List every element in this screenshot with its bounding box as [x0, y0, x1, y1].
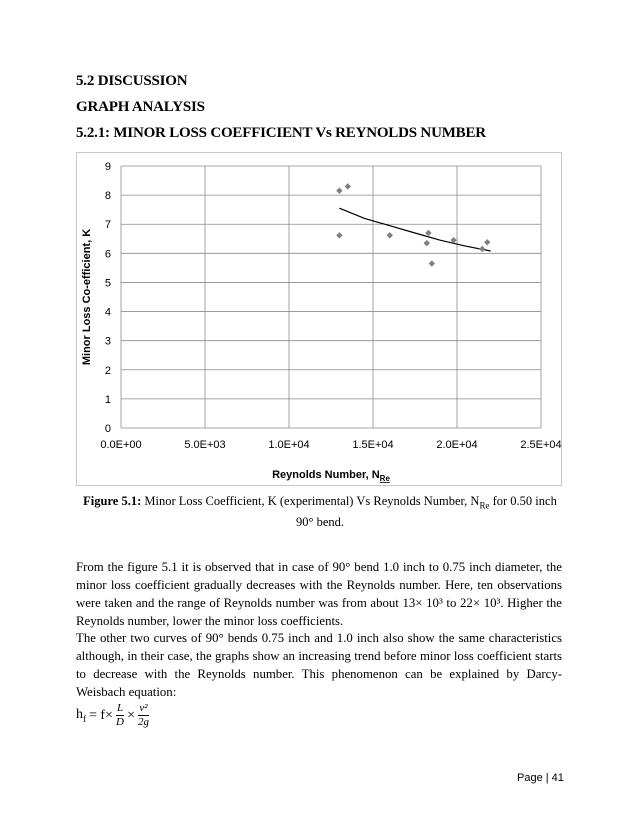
data-point [424, 240, 430, 246]
y-axis-label: Minor Loss Co-efficient, K [81, 228, 93, 366]
data-point [425, 230, 431, 236]
eq-lhs: $h_f$ [76, 707, 86, 724]
x-tick-label: 1.0E+04 [268, 439, 310, 451]
data-point [484, 239, 490, 245]
y-tick-label: 2 [104, 364, 111, 377]
figure-caption [80, 493, 560, 530]
caption-text: Minor Loss Coefficient, K (experimental) Vs Reynolds Number, N [141, 494, 480, 508]
caption-sub: Re [479, 500, 490, 511]
y-tick-label: 5 [104, 277, 111, 290]
x-tick-label: 5.0E+03 [184, 439, 226, 451]
y-tick-label: 4 [104, 306, 111, 319]
data-point [387, 232, 393, 238]
y-tick-label: 6 [104, 248, 111, 261]
x-axis-label-subscript: Re [379, 474, 390, 483]
paragraph-1: From the figure 5.1 it is observed that in case of 90° bend 1.0 inch to 0.75 inch diameter, the minor loss coefficient gradually decreases with the Reynolds number. Here, ten observations were taken and the range of Reynolds number was from about 13× 10³ to 22× 10³. Higher the Reynolds number, lower the minor loss coefficients. [76, 560, 562, 628]
scatter-chart [76, 152, 562, 486]
x-tick-label: 2.5E+04 [520, 439, 562, 451]
x-tick-label: 1.5E+04 [352, 439, 394, 451]
darcy-weisbach-equation [76, 702, 149, 729]
y-tick-label: 9 [104, 161, 111, 173]
caption-text-2: for 0.50 inch 90° bend. [295, 494, 557, 529]
x-tick-label: 2.0E+04 [436, 439, 478, 451]
eq-times: × [127, 707, 135, 723]
data-point [479, 246, 485, 252]
y-tick-label: 3 [104, 335, 111, 348]
x-tick-label: 0.0E+00 [100, 439, 142, 451]
y-tick-label: 0 [104, 423, 111, 435]
y-tick-label: 7 [104, 219, 111, 232]
page-number: Page | 41 [517, 772, 564, 784]
subsubsection-heading: 5.2.1: MINOR LOSS COEFFICIENT Vs REYNOLDS NUMBER [76, 125, 486, 141]
trendline [339, 208, 490, 251]
eq-mid: = f× [89, 707, 113, 723]
fraction-l-over-d: $\frac{L}{D}$ [116, 702, 124, 728]
data-point [345, 183, 351, 189]
caption-label: Figure 5.1: [83, 494, 142, 508]
paragraph-2: The other two curves of 90° bends 0.75 inch and 1.0 inch also show the same characteristics although, in their case, the graphs show an increasing trend before minor loss coefficient starts to decrease with the Reynolds number. This phenomenon can be explained by Darcy-Weisbach equation: [76, 631, 562, 699]
data-point [429, 260, 435, 266]
y-tick-label: 8 [104, 190, 111, 203]
data-point [336, 188, 342, 194]
data-point [336, 232, 342, 238]
y-tick-label: 1 [104, 393, 111, 406]
x-axis-label: Reynolds Number, $N_{Re}$ [272, 469, 390, 483]
subsection-heading: GRAPH ANALYSIS [76, 99, 205, 115]
fraction-v2-over-2g: $\frac{\text{v²}}{2g}$ [137, 702, 149, 728]
section-heading: 5.2 DISCUSSION [76, 73, 188, 89]
